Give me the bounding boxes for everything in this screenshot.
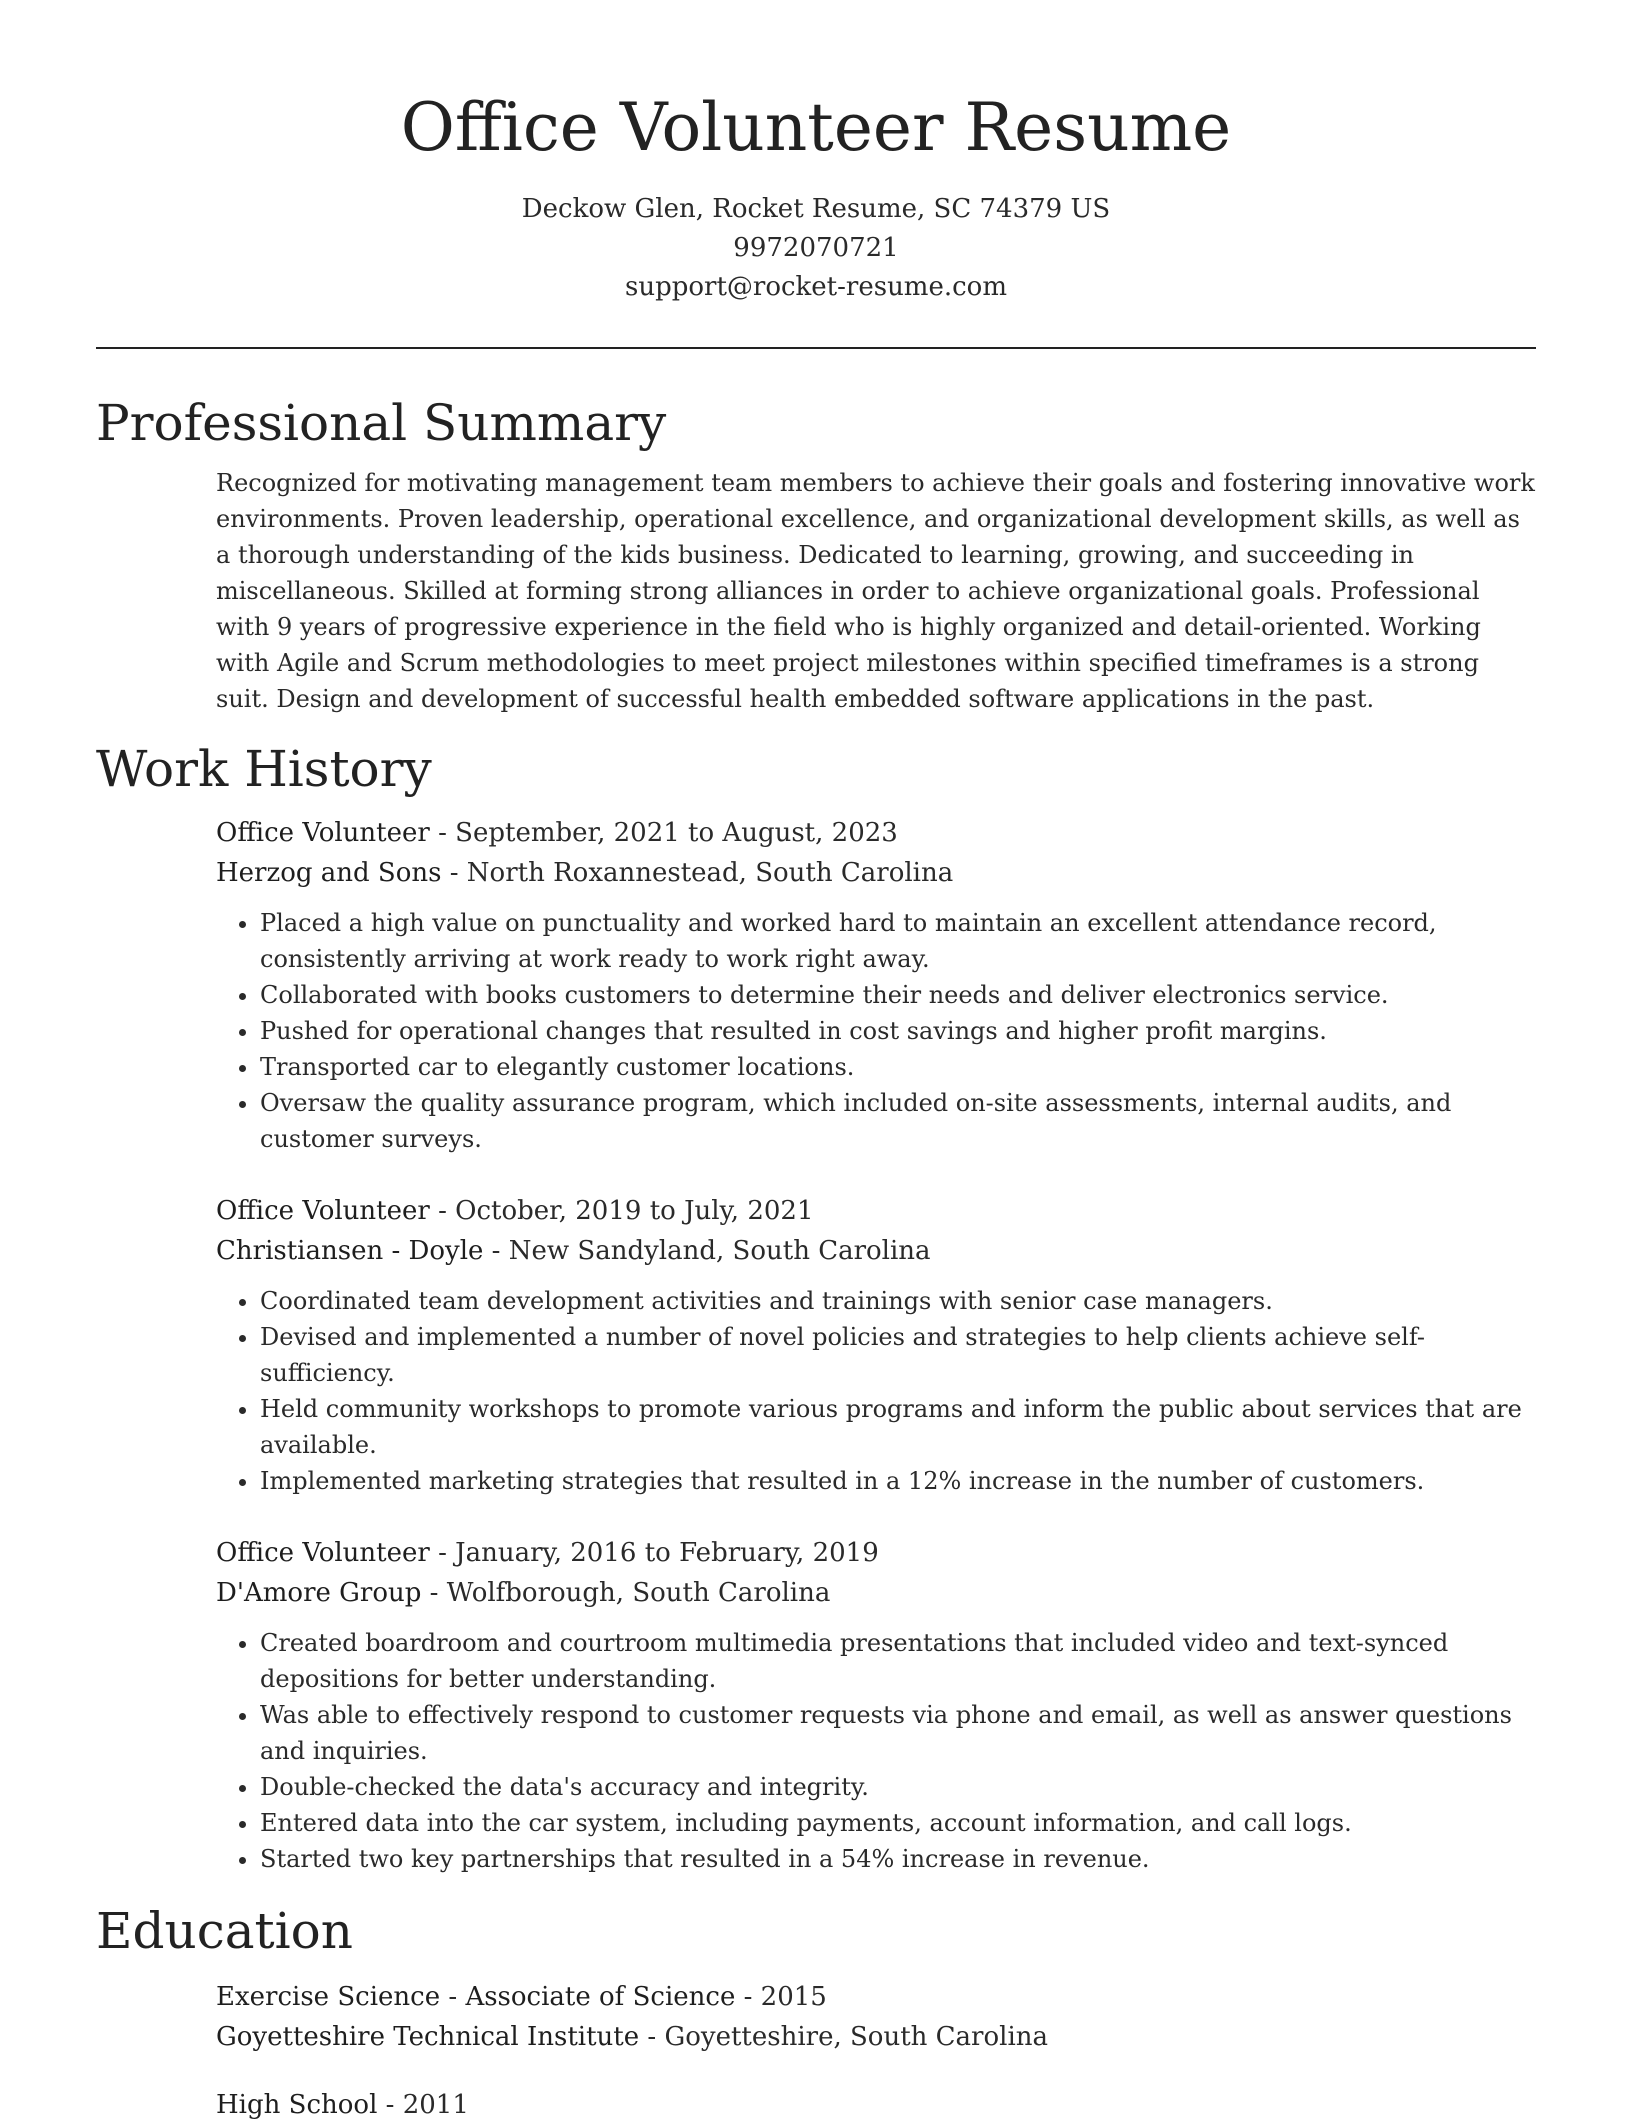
job-bullet: • Implemented marketing strategies that resulted in a 12% increase in the number of customers. bbox=[260, 1463, 1536, 1499]
education-list bbox=[96, 1977, 1536, 2125]
job-title: Office Volunteer bbox=[216, 1538, 430, 1568]
separator: - bbox=[429, 1538, 456, 1568]
job-title-line bbox=[216, 1533, 1536, 1573]
job-dates: September, 2021 to August, 2023 bbox=[455, 818, 898, 848]
job-company-line bbox=[216, 1573, 1536, 1613]
education-degree-line bbox=[216, 2085, 1536, 2125]
section-heading-work: Work History bbox=[96, 740, 432, 798]
job-dates: January, 2016 to February, 2019 bbox=[455, 1538, 879, 1568]
job-bullet-list bbox=[216, 1283, 1536, 1499]
education-location: Goyetteshire, South Carolina bbox=[664, 2022, 1049, 2052]
education-degree: Associate of Science bbox=[465, 1982, 736, 2012]
job-location: Wolfborough, South Carolina bbox=[446, 1578, 831, 1608]
job-company-line bbox=[216, 1231, 1536, 1271]
job-entry bbox=[216, 1533, 1536, 1877]
job-bullet: • Created boardroom and courtroom multimedia presentations that included video and text-synced depositions for better understanding. bbox=[260, 1625, 1536, 1697]
separator: - bbox=[421, 1578, 447, 1608]
education-year: 2015 bbox=[760, 1982, 827, 2012]
job-bullet: • Started two key partnerships that resulted in a 54% increase in revenue. bbox=[260, 1841, 1536, 1877]
education-degree-line bbox=[216, 1977, 1536, 2017]
job-bullet: • Coordinated team development activities and trainings with senior case managers. bbox=[260, 1283, 1536, 1319]
education-year: 2011 bbox=[402, 2090, 469, 2120]
section-heading-summary: Professional Summary bbox=[96, 394, 667, 452]
job-bullet-list bbox=[216, 1625, 1536, 1877]
job-bullet: • Collaborated with books customers to determine their needs and deliver electronics service. bbox=[260, 977, 1536, 1013]
job-bullet: • Double-checked the data's accuracy and integrity. bbox=[260, 1769, 1536, 1805]
job-company: Herzog and Sons bbox=[216, 858, 442, 888]
section-heading-education: Education bbox=[96, 1902, 353, 1960]
education-field: High School bbox=[216, 2090, 378, 2120]
page-title: Office Volunteer Resume bbox=[400, 89, 1232, 166]
header-divider bbox=[96, 347, 1536, 349]
job-entry bbox=[216, 813, 1536, 1157]
job-dates: October, 2019 to July, 2021 bbox=[455, 1196, 814, 1226]
separator: - bbox=[639, 2022, 665, 2052]
separator: - bbox=[429, 818, 456, 848]
separator: - bbox=[483, 1236, 509, 1266]
job-location: North Roxannestead, South Carolina bbox=[466, 858, 954, 888]
separator: - bbox=[440, 1982, 466, 2012]
job-title-line bbox=[216, 1191, 1536, 1231]
job-entry bbox=[216, 1191, 1536, 1499]
separator: - bbox=[735, 1982, 761, 2012]
job-title: Office Volunteer bbox=[216, 1196, 430, 1226]
summary-text: Recognized for motivating management team members to achieve their goals and fostering innovative work environments. Proven leadership, operational excellence, and organizational development skills, as well as a thorough understanding of the kids business. Dedicated to learning, growing, and succeeding in miscellaneous. Skilled at forming strong alliances in order to achieve organizational goals. Professional with 9 years of progressive experience in the field who is highly organized and detail-oriented. Working with Agile and Scrum methodologies to meet project milestones within specified timeframes is a strong suit. Design and development of successful health embedded software applications in the past. bbox=[216, 469, 1535, 713]
job-company-line bbox=[216, 853, 1536, 893]
work-history-section bbox=[96, 737, 1536, 1877]
job-title-line bbox=[216, 813, 1536, 853]
job-bullet: • Oversaw the quality assurance program, which included on-site assessments, internal audits, and customer surveys. bbox=[260, 1085, 1536, 1157]
job-title: Office Volunteer bbox=[216, 818, 430, 848]
education-field: Exercise Science bbox=[216, 1982, 441, 2012]
job-company: Christiansen - Doyle bbox=[216, 1236, 484, 1266]
contact-email: support@rocket-resume.com bbox=[624, 272, 1007, 302]
job-bullet: • Entered data into the car system, including payments, account information, and call logs. bbox=[260, 1805, 1536, 1841]
job-location: New Sandyland, South Carolina bbox=[508, 1236, 931, 1266]
job-bullet-list bbox=[216, 905, 1536, 1157]
separator: - bbox=[429, 1196, 456, 1226]
contact-block bbox=[96, 190, 1536, 307]
job-bullet: • Held community workshops to promote various programs and inform the public about services that are available. bbox=[260, 1391, 1536, 1463]
job-list bbox=[96, 813, 1536, 1877]
job-bullet: • Devised and implemented a number of novel policies and strategies to help clients achieve self-sufficiency. bbox=[260, 1319, 1536, 1391]
job-bullet: • Was able to effectively respond to customer requests via phone and email, as well as answer questions and inquiries. bbox=[260, 1697, 1536, 1769]
job-bullet: • Transported car to elegantly customer locations. bbox=[260, 1049, 1536, 1085]
professional-summary-section bbox=[96, 391, 1536, 717]
separator: - bbox=[441, 858, 467, 888]
contact-address: Deckow Glen, Rocket Resume, SC 74379 US bbox=[521, 194, 1111, 224]
education-school-line bbox=[216, 2017, 1536, 2057]
job-bullet: • Pushed for operational changes that resulted in cost savings and higher profit margins. bbox=[260, 1013, 1536, 1049]
education-school: Goyetteshire Technical Institute bbox=[216, 2022, 640, 2052]
education-entry bbox=[216, 1977, 1536, 2057]
contact-phone: 9972070721 bbox=[733, 233, 899, 263]
resume-page bbox=[96, 0, 1536, 2125]
education-section bbox=[96, 1899, 1536, 2125]
job-bullet: • Placed a high value on punctuality and worked hard to maintain an excellent attendance record, consistently arriving at work ready to work right away. bbox=[260, 905, 1536, 977]
education-entry bbox=[216, 2085, 1536, 2125]
separator: - bbox=[377, 2090, 403, 2120]
job-company: D'Amore Group bbox=[216, 1578, 422, 1608]
